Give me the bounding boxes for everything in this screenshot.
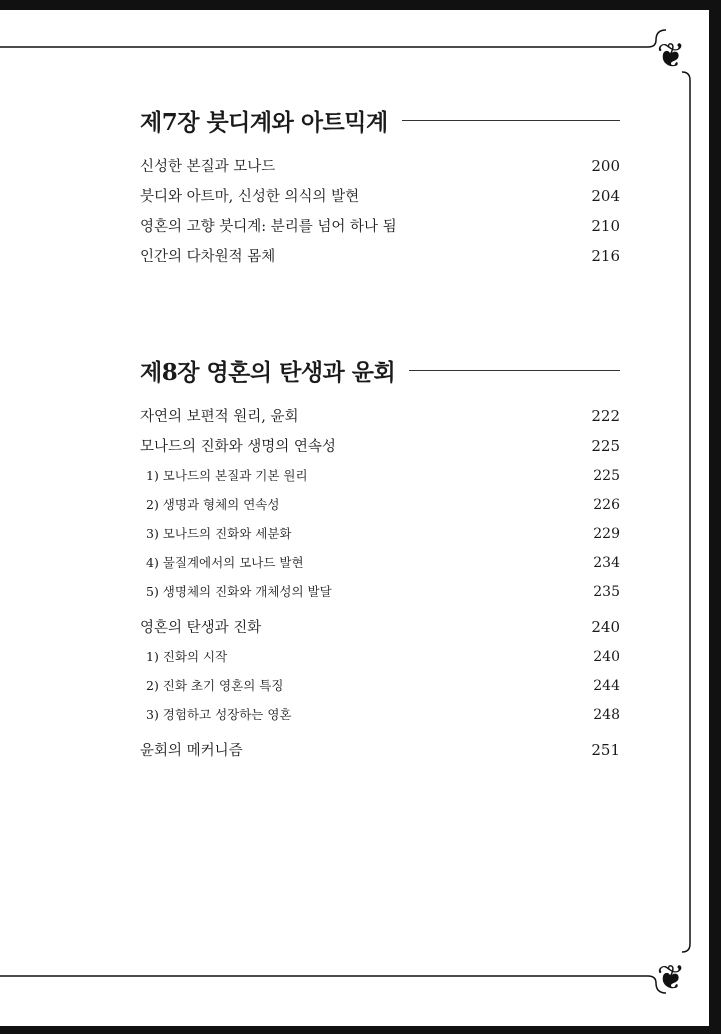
toc-sub-entry-page: 235 [593, 584, 620, 600]
toc-sub-entry-page: 244 [593, 678, 620, 694]
chapter-8-section [140, 353, 620, 765]
title-rule [402, 120, 620, 121]
toc-entry-label: 모나드의 진화와 생명의 연속성 [140, 439, 336, 455]
toc-entry[interactable] [140, 151, 620, 181]
toc-sub-entry-page: 248 [593, 707, 620, 723]
toc-sub-entry[interactable] [140, 490, 620, 519]
toc-entry-label: 윤회의 메커니즘 [140, 743, 243, 759]
toc-sub-entry-label: 4) 물질계에서의 모나드 발현 [146, 555, 304, 570]
chapter-title-row [140, 103, 620, 137]
toc-sub-entry-page: 226 [593, 497, 620, 513]
chapter-title-row [140, 353, 620, 387]
toc-entry-page: 222 [591, 407, 620, 425]
toc-entry[interactable] [140, 735, 620, 765]
toc-entry-label: 신성한 본질과 모나드 [140, 159, 276, 175]
toc-entry-page: 251 [591, 741, 620, 759]
chapter-title: 제8장 영혼의 탄생과 윤회 [140, 358, 396, 386]
toc-sub-entry[interactable] [140, 519, 620, 548]
toc-entry[interactable] [140, 431, 620, 461]
toc-sub-entry[interactable] [140, 671, 620, 700]
toc-sub-entry-page: 225 [593, 468, 620, 484]
toc-sub-entry-label: 1) 진화의 시작 [146, 649, 228, 664]
toc-entry[interactable] [140, 401, 620, 431]
fleur-ornament-icon: ❦ [656, 36, 686, 76]
toc-entry-label: 인간의 다차원적 몸체 [140, 249, 276, 265]
toc-entry[interactable] [140, 181, 620, 211]
toc-entry-label: 자연의 보편적 원리, 윤회 [140, 409, 299, 425]
fleur-ornament-icon: ❦ [656, 958, 686, 998]
toc-entry-label: 붓디와 아트마, 신성한 의식의 발현 [140, 189, 360, 205]
toc-entry-page: 240 [591, 618, 620, 636]
toc-sub-entry[interactable] [140, 461, 620, 490]
toc-sub-entry-label: 5) 생명체의 진화와 개체성의 발달 [146, 584, 332, 599]
toc-entry[interactable] [140, 211, 620, 241]
toc-sub-entry-label: 1) 모나드의 본질과 기본 원리 [146, 468, 308, 483]
toc-sub-entry-label: 2) 진화 초기 영혼의 특징 [146, 678, 284, 693]
toc-entry-page: 204 [591, 187, 620, 205]
toc-entry[interactable] [140, 241, 620, 271]
toc-sub-entry-page: 234 [593, 555, 620, 571]
toc-sub-entry[interactable] [140, 700, 620, 729]
toc-sub-entry-page: 229 [593, 526, 620, 542]
toc-sub-entry-label: 2) 생명과 형체의 연속성 [146, 497, 280, 512]
toc-sub-entry-label: 3) 경험하고 성장하는 영혼 [146, 707, 292, 722]
toc-entry-label: 영혼의 고향 붓디계: 분리를 넘어 하나 됨 [140, 219, 397, 235]
toc-entry-page: 225 [591, 437, 620, 455]
toc-sub-entry[interactable] [140, 548, 620, 577]
toc-entry-label: 영혼의 탄생과 진화 [140, 620, 262, 636]
toc-sub-entry-page: 240 [593, 649, 620, 665]
chapter-7-section [140, 103, 620, 271]
toc-sub-entry-label: 3) 모나드의 진화와 세분화 [146, 526, 292, 541]
chapter-title: 제7장 붓디계와 아트믹계 [140, 108, 388, 136]
toc-entry[interactable] [140, 612, 620, 642]
toc-sub-entry[interactable] [140, 642, 620, 671]
toc-entry-page: 210 [591, 217, 620, 235]
toc-entry-page: 200 [591, 157, 620, 175]
toc-entry-page: 216 [591, 247, 620, 265]
title-rule [409, 370, 620, 371]
toc-sub-entry[interactable] [140, 577, 620, 606]
